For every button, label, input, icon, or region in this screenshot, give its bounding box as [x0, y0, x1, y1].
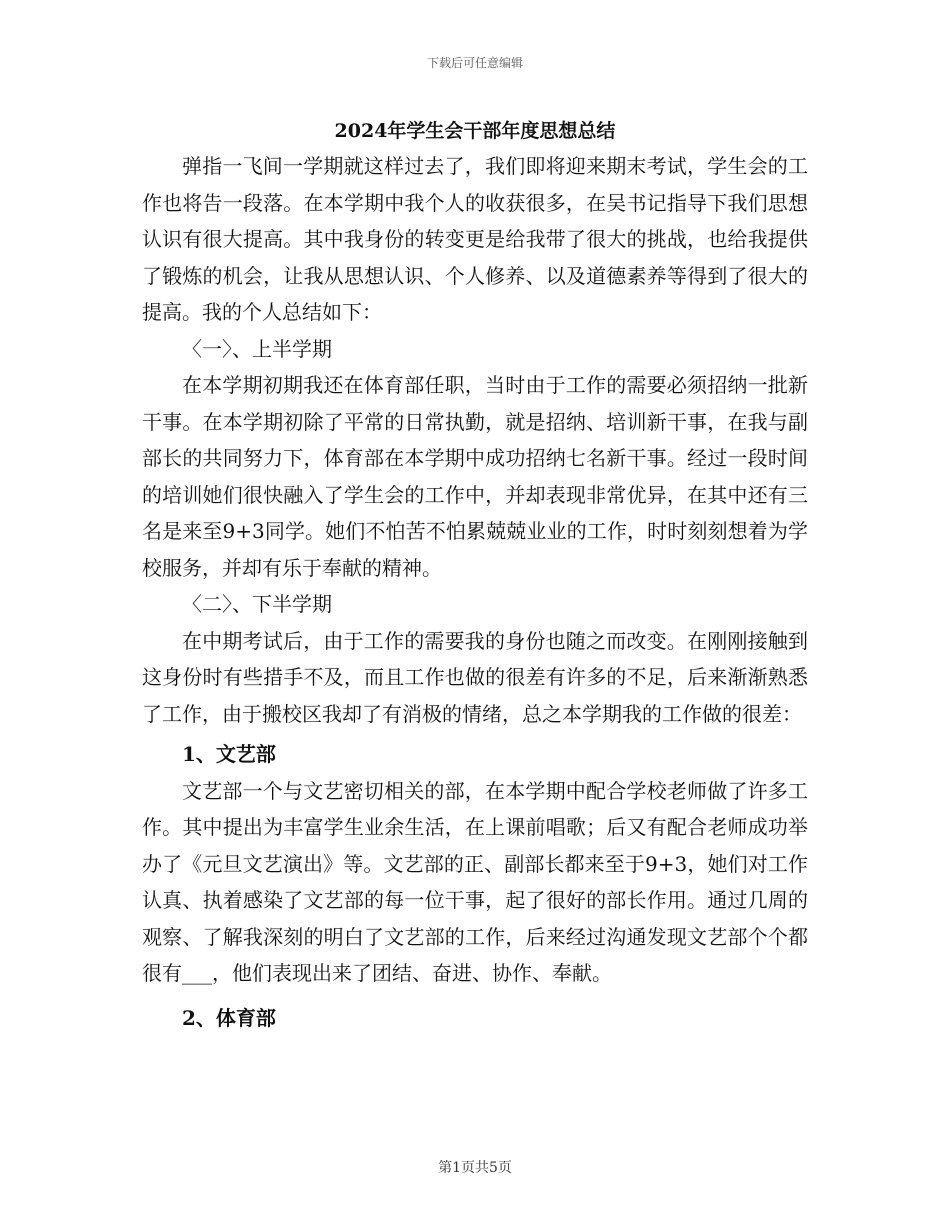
part1-heading: 〈一〉、上半学期 — [182, 336, 332, 361]
document-body — [142, 148, 808, 1036]
section2-heading: 2、体育部 — [182, 1005, 276, 1030]
part2-paragraph: 在中期考试后，由于工作的需要我的身份也随之而改变。在刚刚接触到这身份时有些措手不及，而且工作也做的很差有许多的不足，后来渐渐熟悉了工作，由于搬校区我却了有消极的情绪，总之本学期我的工作做的很差： — [142, 628, 808, 726]
intro-paragraph: 弹指一飞间一学期就这样过去了，我们即将迎来期末考试，学生会的工作也将告一段落。在本学期中我个人的收获很多，在吴书记指导下我们思想认识有很大提高。其中我身份的转变更是给我带了很大的挑战，也给我提供了锻炼的机会，让我从思想认识、个人修养、以及道德素养等得到了很大的提高。我的个人总结如下： — [142, 154, 808, 324]
part1-paragraph: 在本学期初期我还在体育部任职，当时由于工作的需要必须招纳一批新干事。在本学期初除了平常的日常执勤，就是招纳、培训新干事，在我与副部长的共同努力下，体育部在本学期中成功招纳七名新干事。经过一段时间的培训她们很快融入了学生会的工作中，并却表现非常优异，在其中还有三名是来至9+3同学。她们不怕苦不怕累兢兢业业的工作，时时刻刻想着为学校服务，并却有乐于奉献的精神。 — [142, 373, 808, 580]
page-indicator: 第1页共5页 — [438, 1160, 512, 1176]
document-title: 2024年学生会干部年度思想总结 — [334, 120, 616, 142]
section1-paragraph: 文艺部一个与文艺密切相关的部，在本学期中配合学校老师做了许多工作。其中提出为丰富学生业余生活，在上课前唱歌；后又有配合老师成功举办了《元旦文艺演出》等。文艺部的正、副部长都来至于9+3，她们对工作认真、执着感染了文艺部的每一位干事，起了很好的部长作用。通过几周的观察、了解我深刻的明白了文艺部的工作，后来经过沟通发现文艺部个个都很有___，他们表现出来了团结、奋进、协作、奉献。 — [142, 778, 808, 985]
header-note: 下载后可任意编辑 — [426, 56, 523, 70]
section1-heading: 1、文艺部 — [182, 742, 276, 766]
part2-heading: 〈二〉、下半学期 — [182, 592, 332, 616]
